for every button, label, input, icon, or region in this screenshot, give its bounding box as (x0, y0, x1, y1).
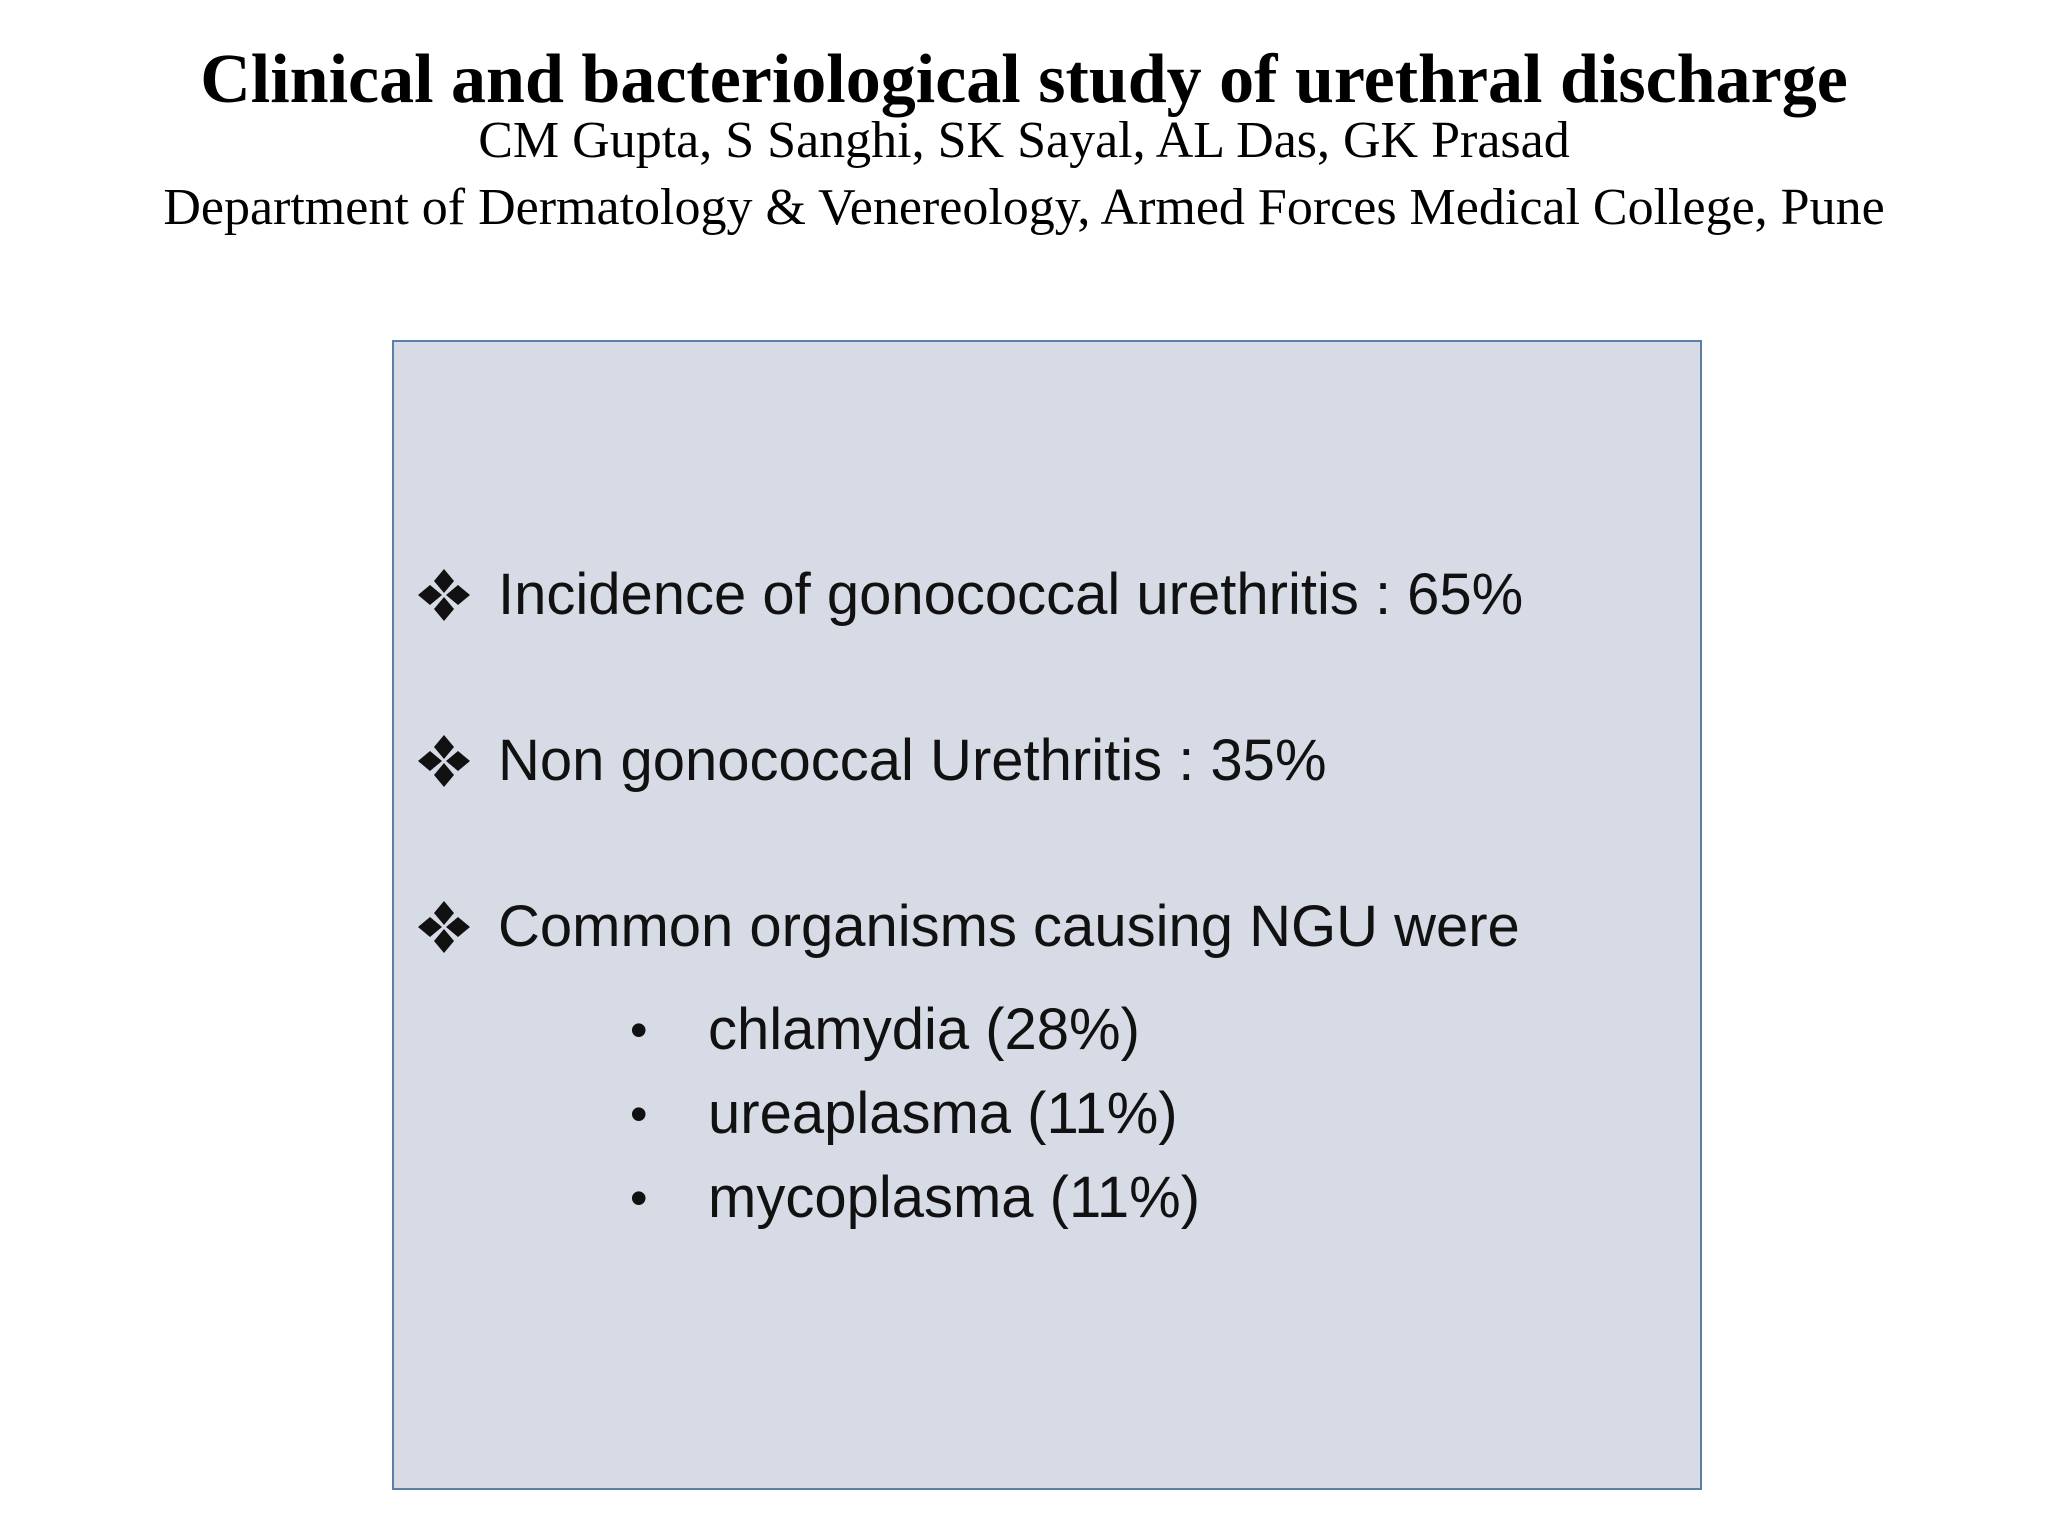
findings-box (392, 340, 1702, 1490)
authors-line: CM Gupta, S Sanghi, SK Sayal, AL Das, GK Prasad (478, 112, 1570, 169)
finding-text: Non gonococcal Urethritis : 35% (498, 728, 1327, 793)
slide-header (0, 38, 2048, 238)
organism-text: chlamydia (28%) (708, 997, 1140, 1062)
organism-item-chlamydia (616, 988, 1523, 1072)
finding-non-gonococcal (416, 728, 1523, 794)
finding-text: Common organisms causing NGU were (498, 894, 1520, 959)
organism-text: mycoplasma (11%) (708, 1165, 1201, 1230)
bullet-dot: • (630, 1170, 648, 1226)
bullet-dot: • (630, 1086, 648, 1142)
organism-item-mycoplasma (616, 1156, 1523, 1240)
four-diamond-ornament-icon (416, 899, 472, 955)
four-diamond-ornament-icon (416, 733, 472, 789)
findings-list (416, 562, 1523, 1240)
finding-text: Incidence of gonococcal urethritis : 65% (498, 562, 1524, 627)
finding-common-organisms (416, 894, 1523, 960)
finding-gonococcal-incidence (416, 562, 1523, 628)
bullet-dot: • (630, 1002, 648, 1058)
affiliation-line: Department of Dermatology & Venereology, Armed Forces Medical College, Pune (163, 179, 1885, 236)
page-title: Clinical and bacteriological study of urethral discharge (200, 41, 1848, 118)
four-diamond-ornament-icon (416, 567, 472, 623)
organism-item-ureaplasma (616, 1072, 1523, 1156)
organism-list (416, 988, 1523, 1240)
organism-text: ureaplasma (11%) (708, 1081, 1178, 1146)
